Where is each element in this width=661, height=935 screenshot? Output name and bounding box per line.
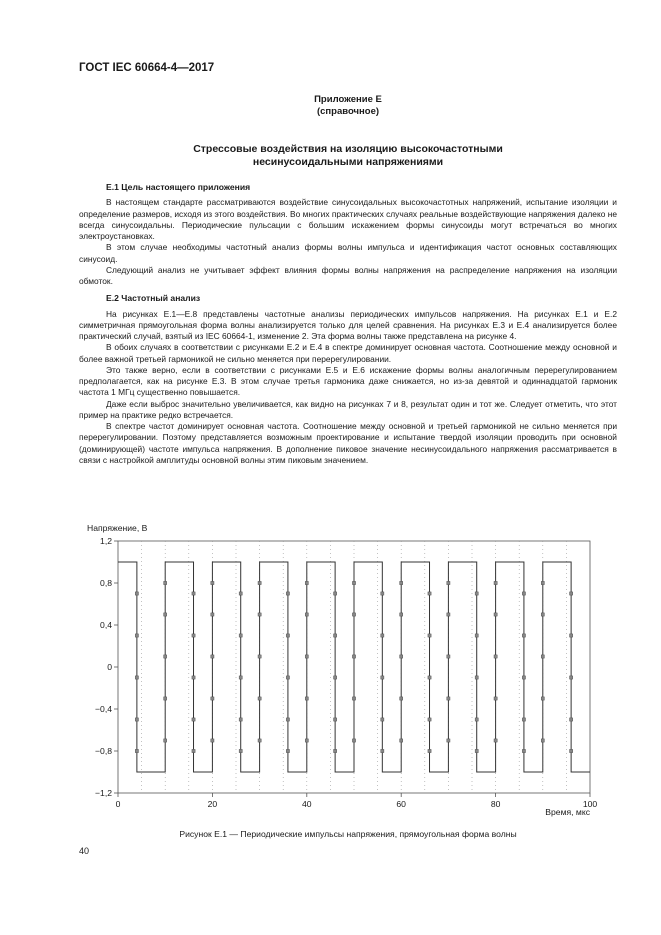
section-1-paragraph: В этом случае необходимы частотный анализ формы волны импульса и идентификация частот основных составляющих синусоид. <box>79 242 617 264</box>
page-number: 40 <box>79 846 90 856</box>
section-2-paragraph: Даже если выброс значительно увеличивается, как видно на рисунках 7 и 8, результат один и тот же. Следует отметить, что этот пример на практике редко встречается. <box>79 398 617 420</box>
series-point <box>211 739 214 742</box>
series-point <box>305 581 308 584</box>
series-point <box>494 739 497 742</box>
series-point <box>258 581 261 584</box>
series-point <box>239 592 242 595</box>
series-point <box>192 676 195 679</box>
series-point <box>494 697 497 700</box>
series-point <box>381 592 384 595</box>
series-point <box>164 581 167 584</box>
series-point <box>428 592 431 595</box>
series-point <box>447 697 450 700</box>
series-point <box>381 676 384 679</box>
series-point <box>286 718 289 721</box>
series-point <box>135 749 138 752</box>
series-point <box>381 749 384 752</box>
y-tick-label: 0,8 <box>100 578 112 588</box>
series-point <box>192 634 195 637</box>
series-point <box>164 697 167 700</box>
series-point <box>239 634 242 637</box>
y-tick-label: 0,4 <box>100 620 112 630</box>
series-point <box>447 739 450 742</box>
series-point <box>428 676 431 679</box>
series-point <box>522 676 525 679</box>
series-point <box>522 749 525 752</box>
y-tick-label: −0,4 <box>95 704 112 714</box>
series-point <box>352 655 355 658</box>
series-point <box>570 718 573 721</box>
series-point <box>494 581 497 584</box>
x-tick-label: 20 <box>207 799 218 809</box>
series-point <box>352 697 355 700</box>
series-point <box>192 718 195 721</box>
x-tick-label: 100 <box>582 799 598 809</box>
series-point <box>522 718 525 721</box>
series-point <box>522 592 525 595</box>
series-point <box>192 592 195 595</box>
y-tick-label: 0 <box>107 662 112 672</box>
series-point <box>211 613 214 616</box>
series-point <box>541 655 544 658</box>
section-1-paragraph: Следующий анализ не учитывает эффект влияния формы волны напряжения на распределение напряжения на изоляции обмоток. <box>79 264 617 286</box>
series-point <box>352 739 355 742</box>
series-point <box>475 718 478 721</box>
series-point <box>541 613 544 616</box>
document-header: ГОСТ IEC 60664-4—2017 <box>79 62 215 74</box>
series-point <box>334 749 337 752</box>
series-point <box>239 749 242 752</box>
series-point <box>570 749 573 752</box>
x-tick-label: 60 <box>396 799 406 809</box>
series-point <box>352 581 355 584</box>
series-point <box>286 592 289 595</box>
series-point <box>164 613 167 616</box>
series-point <box>334 676 337 679</box>
series-point <box>475 749 478 752</box>
series-point <box>211 697 214 700</box>
annex-content <box>79 182 617 466</box>
y-tick-label: −1,2 <box>95 788 112 798</box>
annex-main-title <box>79 143 617 169</box>
series-point <box>475 676 478 679</box>
title-line-1: Стрессовые воздействия на изоляцию высокочастотными <box>193 143 503 155</box>
series-point <box>211 581 214 584</box>
annex-heading <box>79 94 617 118</box>
section-1-paragraph: В настоящем стандарте рассматриваются воздействие синусоидальных высокочастотных напряжений, испытание изоляции и определение размеров, исходя из этого воздействия. Во многих практических случаях реальные воздействующие напряжения далеко не всегда синусоидальны. Периодические пульсации с большим искажением формы синусоиды могут встречаться во многих электроустановках. <box>79 197 617 241</box>
series-point <box>135 592 138 595</box>
series-point <box>400 697 403 700</box>
figure-caption: Рисунок Е.1 — Периодические импульсы напряжения, прямоугольная форма волны <box>179 829 517 839</box>
y-axis-label: Напряжение, В <box>87 523 148 533</box>
section-2-paragraph: В спектре частот доминирует основная частота. Соотношение между основной и третьей гармоникой не сильно меняется при перерегулировании. Поэтому представляется возможным проектирование и испытание твердой изоляции проводить при основной (доминирующей) частоте импульса напряжения. В дополнение пиковое значение несинусоидального напряжения рассматривается в связи с настройкой амплитуды основной волны этим пиковым значением. <box>79 421 617 465</box>
series-point <box>400 655 403 658</box>
series-point <box>570 676 573 679</box>
section-2-paragraph: В обоих случаях в соответствии с рисунками Е.2 и Е.4 в спектре доминирует основная частота. Соотношение между основной и более важной третьей гармоникой не сильно меняется при перерегулировании. <box>79 342 617 364</box>
series-point <box>192 749 195 752</box>
series-point <box>494 613 497 616</box>
series-point <box>164 655 167 658</box>
series-point <box>381 634 384 637</box>
y-tick-label: 1,2 <box>100 536 112 546</box>
annex-subtitle: (справочное) <box>316 106 380 117</box>
series-point <box>239 718 242 721</box>
series-point <box>305 613 308 616</box>
series-point <box>475 634 478 637</box>
series-point <box>305 739 308 742</box>
series-point <box>570 634 573 637</box>
series-point <box>381 718 384 721</box>
series-point <box>258 655 261 658</box>
annex-title: Приложение Е <box>314 94 382 105</box>
series-point <box>286 634 289 637</box>
section-2-paragraph: Это также верно, если в соответствии с рисунками Е.5 и Е.6 искажение формы волны аналогичным перерегулированием предполагается, как на рисунке Е.3. В этом случае третья гармоника даже снижается, но из-за девятой и одиннадцатой гармоник частота 1 МГц существенно повышается. <box>79 364 617 398</box>
series-point <box>164 739 167 742</box>
series-point <box>334 592 337 595</box>
series-point <box>258 739 261 742</box>
series-point <box>286 676 289 679</box>
series-point <box>428 718 431 721</box>
series-point <box>541 581 544 584</box>
series-point <box>352 613 355 616</box>
section-2-heading: Е.2 Частотный анализ <box>106 293 201 304</box>
series-point <box>428 749 431 752</box>
series-point <box>286 749 289 752</box>
y-tick-label: −0,8 <box>95 746 112 756</box>
series-point <box>447 613 450 616</box>
series-point <box>494 655 497 658</box>
series-point <box>334 718 337 721</box>
series-point <box>211 655 214 658</box>
series-point <box>541 739 544 742</box>
series-point <box>239 676 242 679</box>
x-tick-label: 0 <box>115 799 121 809</box>
series-point <box>522 634 525 637</box>
chart-svg <box>79 519 619 823</box>
series-point <box>400 739 403 742</box>
series-point <box>135 718 138 721</box>
section-1-heading: Е.1 Цель настоящего приложения <box>106 182 251 192</box>
series-point <box>447 581 450 584</box>
series-point <box>258 613 261 616</box>
series-point <box>334 634 337 637</box>
title-line-2: несинусоидальными напряжениями <box>252 156 444 168</box>
series-point <box>305 697 308 700</box>
series-point <box>541 697 544 700</box>
series-point <box>447 655 450 658</box>
x-tick-label: 40 <box>302 799 312 809</box>
x-tick-label: 80 <box>490 799 501 809</box>
x-axis-label: Время, мкс <box>545 807 590 817</box>
series-point <box>135 676 138 679</box>
series-point <box>305 655 308 658</box>
series-point <box>135 634 138 637</box>
series-point <box>400 613 403 616</box>
series-point <box>258 697 261 700</box>
series-point <box>400 581 403 584</box>
figure-e1-chart <box>79 519 619 828</box>
series-point <box>428 634 431 637</box>
series-point <box>570 592 573 595</box>
series-point <box>475 592 478 595</box>
section-2-paragraph: На рисунках Е.1—Е.8 представлены частотные анализы периодических импульсов напряжения. На рисунках Е.1 и Е.2 симметричная прямоугольная форма волны анализируется только для целей сравнения. На рисунках Е.3 и Е.4 анализируется более практический случай, взятый из IEC 60664-1, изменение 2. Эта форма волны также представлена на рисунке 4. <box>79 308 617 341</box>
